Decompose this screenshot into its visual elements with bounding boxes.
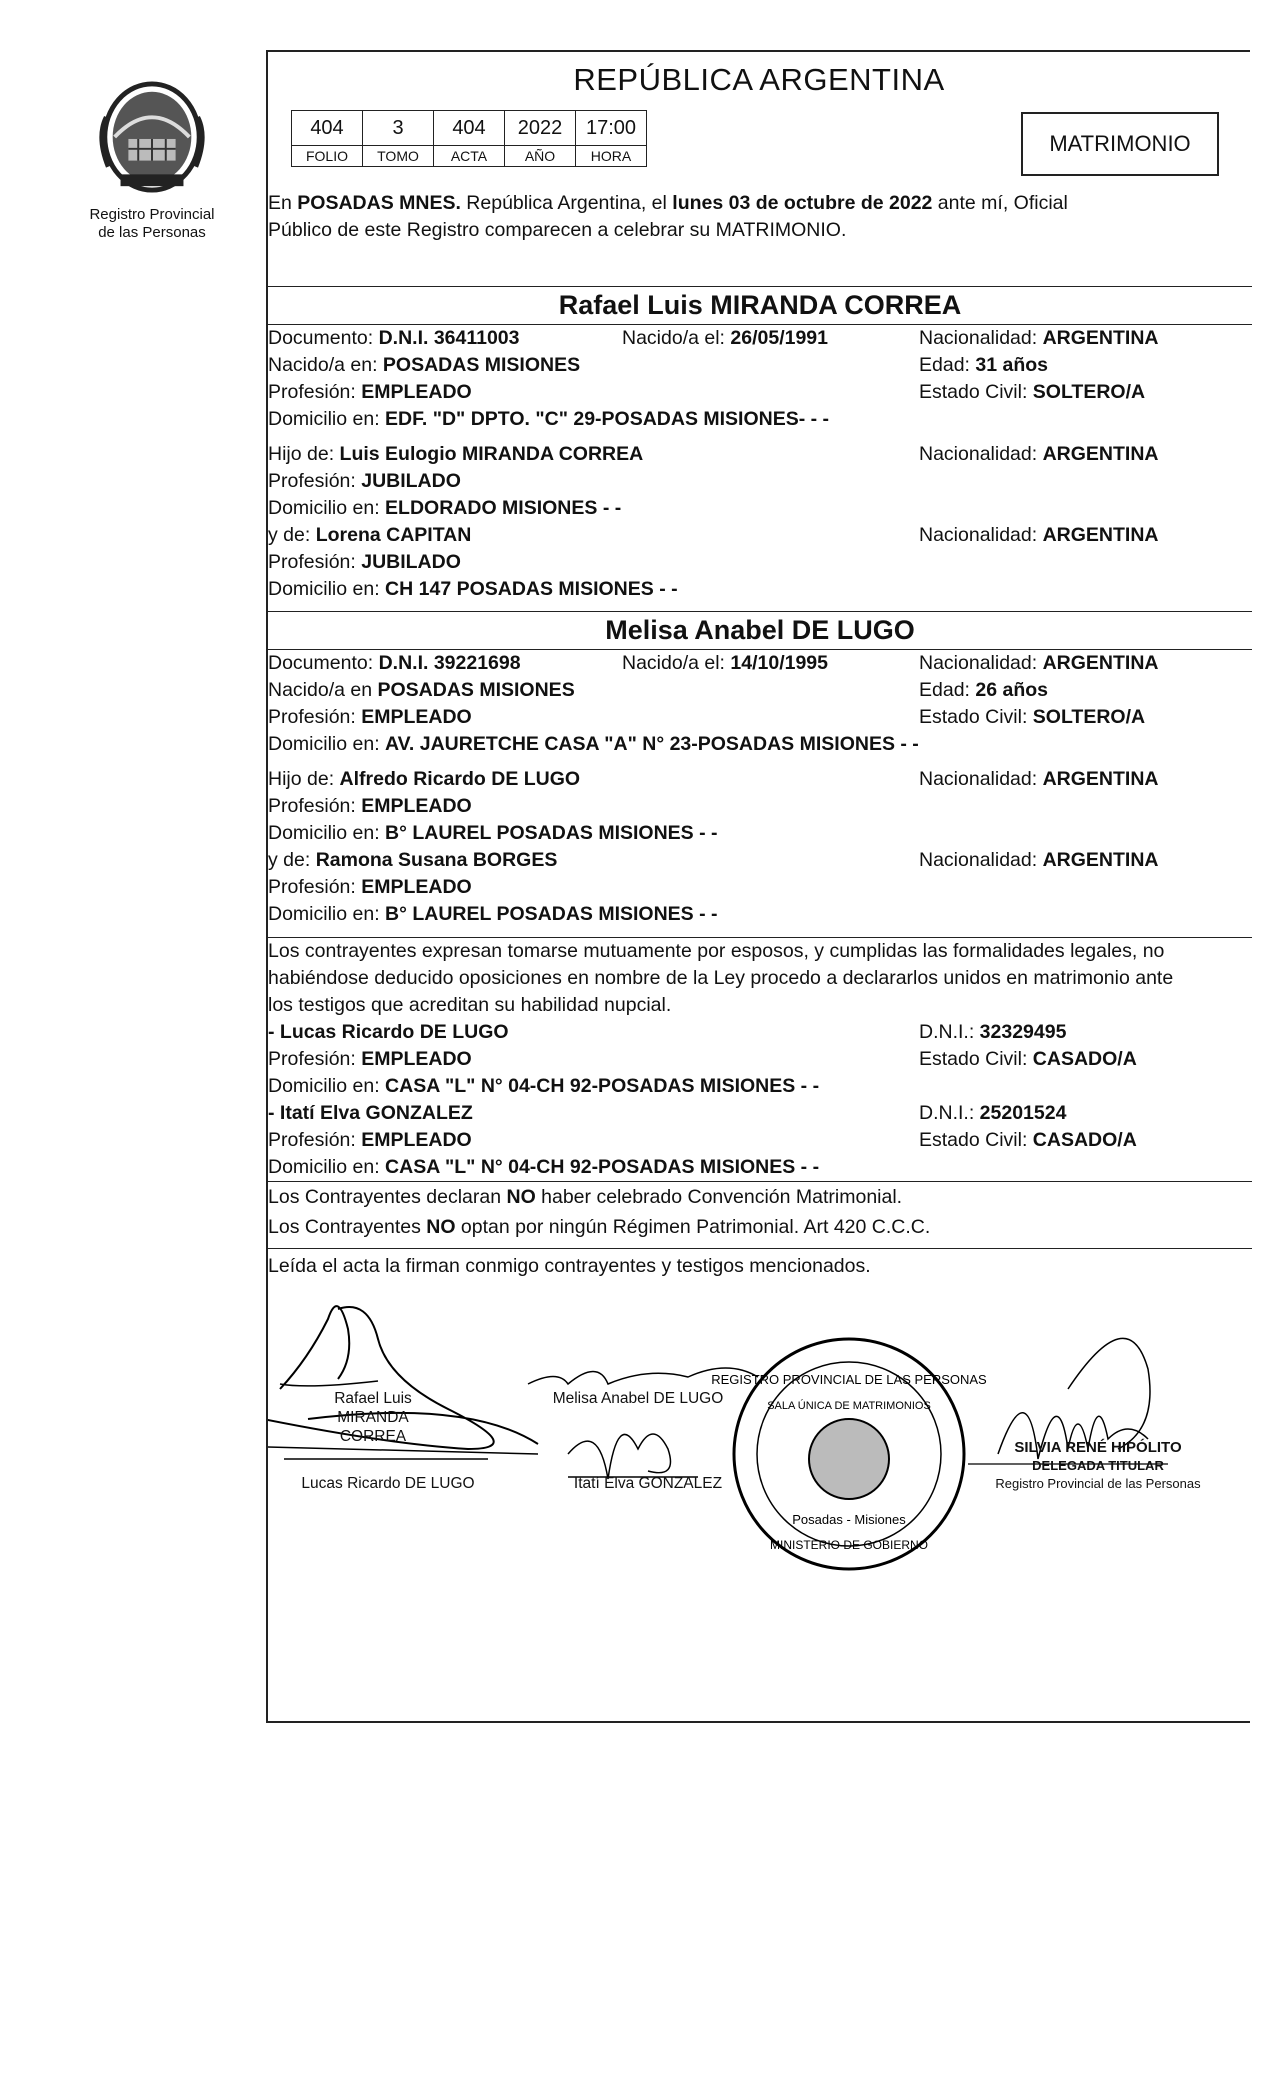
- intro-text: República Argentina, el: [460, 192, 673, 214]
- official-name: SILVIA RENÉ HIPÓLITO: [1014, 1439, 1182, 1456]
- label: Nacionalidad:: [919, 768, 1043, 790]
- spouse1-age: 31 años: [975, 354, 1049, 376]
- label: Profesión:: [268, 1048, 362, 1070]
- hour-label: HORA: [576, 146, 647, 167]
- label: Profesión:: [268, 706, 362, 728]
- label: Nacionalidad:: [919, 524, 1043, 546]
- label: Estado Civil:: [919, 706, 1033, 728]
- spouse1-dni: D.N.I. 36411003: [378, 327, 520, 349]
- year-value: 2022: [505, 111, 576, 146]
- label: Nacido/a el:: [622, 327, 731, 349]
- spouse1-birthdate: 26/05/1991: [730, 327, 829, 349]
- convention-text: haber celebrado Convención Matrimonial.: [535, 1186, 903, 1208]
- acta-label: ACTA: [434, 146, 505, 167]
- label: Edad:: [919, 354, 976, 376]
- label: Nacido/a el:: [622, 652, 731, 674]
- intro-paragraph: [268, 190, 1252, 244]
- label: y de:: [268, 524, 316, 546]
- witness1-name: - Lucas Ricardo DE LUGO: [268, 1021, 509, 1043]
- seal-city-text: Posadas - Misiones: [792, 1512, 906, 1527]
- witness1-address: CASA "L" N° 04-CH 92-POSADAS MISIONES - -: [385, 1075, 820, 1097]
- convention-section: [268, 1181, 1252, 1242]
- registry-table: [291, 110, 647, 167]
- tomo-label: TOMO: [363, 146, 434, 167]
- spouse1-profession: EMPLEADO: [361, 381, 472, 403]
- witness2-name: - Itatí Elva GONZALEZ: [268, 1102, 473, 1124]
- intro-line2: Público de este Registro comparecen a celebrar su MATRIMONIO.: [268, 219, 847, 241]
- witness1-civil-status: CASADO/A: [1032, 1048, 1137, 1070]
- witness2-address: CASA "L" N° 04-CH 92-POSADAS MISIONES - -: [385, 1156, 820, 1178]
- label: Estado Civil:: [919, 381, 1033, 403]
- label: D.N.I.:: [919, 1102, 980, 1124]
- label: Domicilio en:: [268, 1156, 386, 1178]
- document-title: REPÚBLICA ARGENTINA: [573, 62, 945, 97]
- tomo-value: 3: [363, 111, 434, 146]
- act-type-box: MATRIMONIO: [1021, 112, 1219, 176]
- spouse1-address: EDF. "D" DPTO. "C" 29-POSADAS MISIONES- - -: [385, 408, 830, 430]
- label: Edad:: [919, 679, 976, 701]
- year-label: AÑO: [505, 146, 576, 167]
- spouse2-birthplace: POSADAS MISIONES: [377, 679, 575, 701]
- intro-text: ante mí, Oficial: [932, 192, 1068, 214]
- label: Nacido/a en: [268, 679, 378, 701]
- spouse2-nationality: ARGENTINA: [1042, 652, 1159, 674]
- convention-text: optan por ningún Régimen Patrimonial. Art 420 C.C.C.: [455, 1216, 931, 1238]
- witness2-civil-status: CASADO/A: [1032, 1129, 1137, 1151]
- spouse2-father: Alfredo Ricardo DE LUGO: [339, 768, 581, 790]
- spouse2-age: 26 años: [975, 679, 1049, 701]
- signatures-intro: Leída el acta la firman conmigo contrayentes y testigos mencionados.: [268, 1255, 871, 1277]
- spouse2-mother: Ramona Susana BORGES: [315, 849, 558, 871]
- regime-no: NO: [426, 1216, 456, 1238]
- seal-outer-text: REGISTRO PROVINCIAL DE LAS PERSONAS: [711, 1372, 987, 1387]
- seal-ministry-text: MINISTERIO DE GOBIERNO: [769, 1538, 929, 1552]
- spouse2-address: AV. JAURETCHE CASA "A" N° 23-POSADAS MISIONES - -: [385, 733, 919, 755]
- official-role: DELEGADA TITULAR: [1032, 1458, 1164, 1473]
- label: Nacido/a en:: [268, 354, 383, 376]
- spouse2-mother-profession: EMPLEADO: [361, 876, 472, 898]
- convention-no: NO: [506, 1186, 536, 1208]
- spouse2-section: [268, 611, 1252, 928]
- seal-inner-text: SALA ÚNICA DE MATRIMONIOS: [767, 1400, 931, 1412]
- witness2-profession: EMPLEADO: [361, 1129, 472, 1151]
- spouse1-mother-nationality: ARGENTINA: [1042, 524, 1159, 546]
- marriage-certificate: [266, 50, 1250, 1723]
- label: Domicilio en:: [268, 1075, 386, 1097]
- folio-value: 404: [292, 111, 363, 146]
- spouse2-mother-address: B° LAUREL POSADAS MISIONES - -: [385, 903, 718, 925]
- witness2-dni: 25201524: [979, 1102, 1067, 1124]
- sig1-name-line2: CORREA: [339, 1428, 407, 1445]
- spouse2-father-profession: EMPLEADO: [361, 795, 472, 817]
- label: Hijo de:: [268, 443, 340, 465]
- convention-text: Los Contrayentes: [268, 1216, 427, 1238]
- signatures-section: [268, 1248, 1252, 1723]
- spouse2-name: Melisa Anabel DE LUGO: [268, 612, 1252, 650]
- convention-text: Los Contrayentes declaran: [268, 1186, 507, 1208]
- spouse2-civil-status: SOLTERO/A: [1032, 706, 1146, 728]
- label: Domicilio en:: [268, 903, 386, 925]
- spouse1-father: Luis Eulogio MIRANDA CORREA: [339, 443, 644, 465]
- declaration-line2: habiéndose deducido oposiciones en nombre de la Ley procedo a declararlos unidos en matrimonio ante: [268, 967, 1174, 989]
- label: Profesión:: [268, 470, 362, 492]
- spouse2-birthdate: 14/10/1995: [730, 652, 829, 674]
- spouse2-dni: D.N.I. 39221698: [378, 652, 521, 674]
- label: D.N.I.:: [919, 1021, 980, 1043]
- label: Documento:: [268, 652, 379, 674]
- label: Nacionalidad:: [919, 443, 1043, 465]
- spouse2-mother-nationality: ARGENTINA: [1042, 849, 1159, 871]
- declaration-line1: Los contrayentes expresan tomarse mutuamente por esposos, y cumplidas las formalidades legales, no: [268, 940, 1165, 962]
- sig3-name: Lucas Ricardo DE LUGO: [301, 1475, 475, 1492]
- label: Documento:: [268, 327, 379, 349]
- intro-text: En: [268, 192, 298, 214]
- label: Profesión:: [268, 381, 362, 403]
- label: Nacionalidad:: [919, 327, 1043, 349]
- intro-place: POSADAS MNES.: [297, 192, 461, 214]
- official-seal-icon: [711, 1339, 987, 1569]
- logo-caption-line1: Registro Provincial: [89, 206, 215, 223]
- declaration-line3: los testigos que acreditan su habilidad nupcial.: [268, 994, 672, 1016]
- spouse1-nationality: ARGENTINA: [1042, 327, 1159, 349]
- label: Nacionalidad:: [919, 652, 1043, 674]
- label: Nacionalidad:: [919, 849, 1043, 871]
- label: Profesión:: [268, 876, 362, 898]
- spouse1-father-nationality: ARGENTINA: [1042, 443, 1159, 465]
- label: Profesión:: [268, 1129, 362, 1151]
- label: Profesión:: [268, 551, 362, 573]
- label: y de:: [268, 849, 316, 871]
- label: Domicilio en:: [268, 822, 386, 844]
- witness1-profession: EMPLEADO: [361, 1048, 472, 1070]
- spouse1-mother-address: CH 147 POSADAS MISIONES - -: [385, 578, 678, 600]
- hour-value: 17:00: [576, 111, 647, 146]
- logo-caption-line2: de las Personas: [98, 224, 206, 241]
- label: Domicilio en:: [268, 408, 386, 430]
- spouse1-mother-profession: JUBILADO: [361, 551, 461, 573]
- sig1-name-line1: Rafael Luis MIRANDA: [334, 1390, 412, 1426]
- spouse1-name: Rafael Luis MIRANDA CORREA: [268, 287, 1252, 325]
- label: Domicilio en:: [268, 497, 386, 519]
- folio-label: FOLIO: [292, 146, 363, 167]
- label: Hijo de:: [268, 768, 340, 790]
- registry-logo: [72, 78, 232, 242]
- official-office: Registro Provincial de las Personas: [995, 1476, 1201, 1491]
- label: Estado Civil:: [919, 1129, 1033, 1151]
- label: Domicilio en:: [268, 578, 386, 600]
- label: Domicilio en:: [268, 733, 386, 755]
- sig4-name: Itatí Elva GONZALEZ: [573, 1475, 723, 1492]
- declaration-section: [268, 937, 1252, 1181]
- sig2-name: Melisa Anabel DE LUGO: [552, 1390, 724, 1407]
- label: Profesión:: [268, 795, 362, 817]
- witness1-dni: 32329495: [979, 1021, 1067, 1043]
- spouse2-father-address: B° LAUREL POSADAS MISIONES - -: [385, 822, 718, 844]
- spouse2-father-nationality: ARGENTINA: [1042, 768, 1159, 790]
- province-crest-icon: [93, 78, 211, 196]
- spouse1-birthplace: POSADAS MISIONES: [382, 354, 581, 376]
- spouse1-civil-status: SOLTERO/A: [1032, 381, 1146, 403]
- spouse1-mother: Lorena CAPITAN: [315, 524, 472, 546]
- acta-value: 404: [434, 111, 505, 146]
- spouse1-section: [268, 286, 1252, 603]
- spouse2-profession: EMPLEADO: [361, 706, 472, 728]
- spouse1-father-address: ELDORADO MISIONES - -: [385, 497, 622, 519]
- label: Estado Civil:: [919, 1048, 1033, 1070]
- intro-date: lunes 03 de octubre de 2022: [672, 192, 933, 214]
- spouse1-father-profession: JUBILADO: [361, 470, 461, 492]
